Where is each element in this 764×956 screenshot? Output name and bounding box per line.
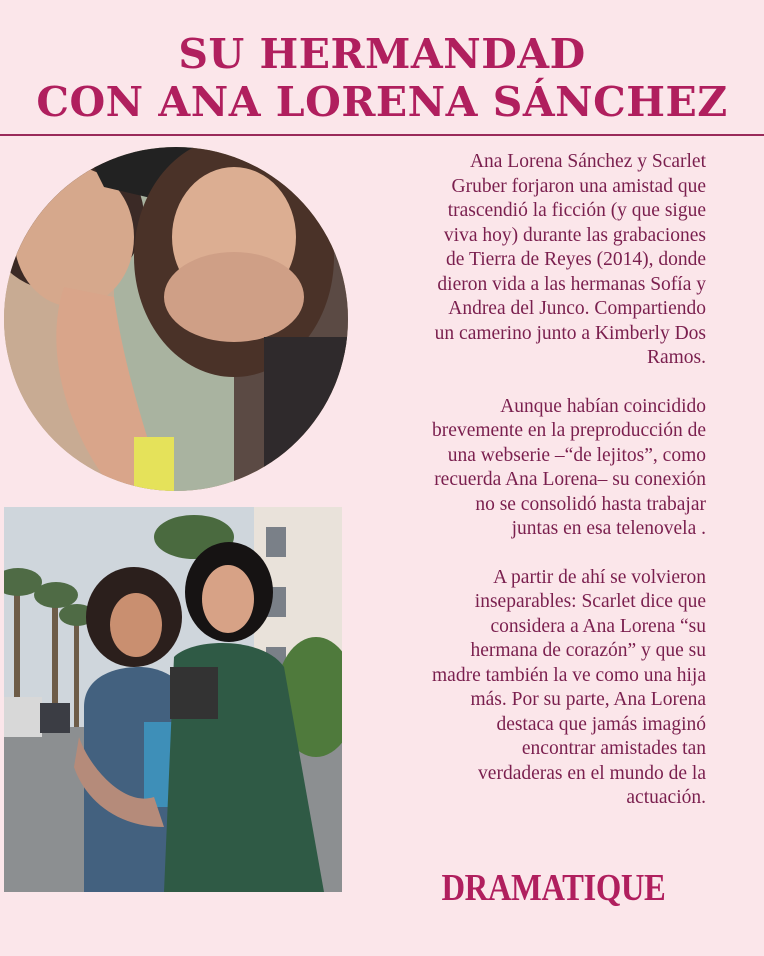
friends-selfie-photo <box>4 147 348 491</box>
street-photo-illustration <box>4 507 342 892</box>
article-paragraph-3: A partir de ahí se volvieron inseparables: Scarlet dice que considera a Ana Lorena “su hermana de corazón” y que su madre también la ve como una hija más. Por su parte, Ana Lorena destaca que jamás imaginó encontrar amistades tan verdaderas en el mundo de la actuación. <box>432 566 706 808</box>
article-paragraph-1: Ana Lorena Sánchez y Scarlet Gruber forjaron una amistad que trascendió la ficción (y que sigue viva hoy) durante las grabaciones de Tierra de Reyes (2014), donde dieron vida a las hermanas Sofía y Andrea del Junco. Compartiendo un camerino junto a Kimberly Dos Ramos. <box>434 151 706 368</box>
title-line-1: SU HERMANDAD <box>178 30 586 78</box>
brand-logo: DRAMATIQUE <box>441 867 666 909</box>
article-paragraph-2: Aunque habían coincidido brevemente en la preproducción de una webserie –“de lejitos”, como recuerda Ana Lorena– su conexión no se consolidó hasta trabajar juntas en esa telenovela . <box>432 395 706 539</box>
page-title <box>0 30 764 126</box>
article-body <box>352 150 706 835</box>
friends-street-photo <box>4 507 342 892</box>
header-divider <box>0 134 764 136</box>
selfie-illustration <box>4 147 348 491</box>
title-line-2: CON ANA LORENA SÁNCHEZ <box>36 78 728 126</box>
